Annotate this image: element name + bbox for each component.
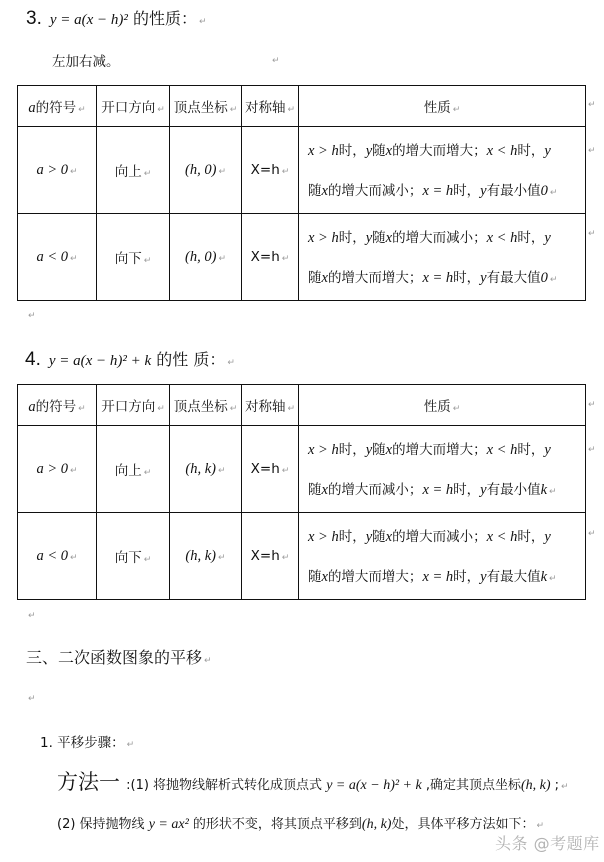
return-mark-icon: ↵ xyxy=(588,100,596,110)
return-mark-icon: ↵ xyxy=(588,529,596,539)
cell-axis: X=h ↵ xyxy=(242,513,299,600)
header-property: 性质 ↵ xyxy=(299,86,586,127)
math-expression: x xyxy=(385,143,393,159)
cell-sign xyxy=(18,127,97,214)
math-expression: y xyxy=(365,529,373,545)
return-mark-icon: ↵ xyxy=(229,105,238,115)
return-mark-icon: ↵ xyxy=(588,445,596,455)
return-mark-icon: ↵ xyxy=(549,275,558,285)
cell-axis: X=h ↵ xyxy=(242,127,299,214)
cell-property: x > h时，y随x的增大而减小；x < h时，y 随x的增大而增大；x = h时，y有最大值0 ↵ xyxy=(299,214,586,301)
return-mark-icon: ↵ xyxy=(143,256,152,266)
return-mark-icon: ↵ xyxy=(287,404,296,414)
math-expression: k xyxy=(540,482,548,498)
math-expression: x = h xyxy=(422,482,454,498)
cell-direction: 向上 ↵ xyxy=(97,127,170,214)
return-mark-icon: ↵ xyxy=(204,656,212,666)
table-row xyxy=(18,426,586,513)
math-expression: (h, 0) xyxy=(185,161,217,178)
header-sign-of-a: a的符号 ↵ xyxy=(18,86,97,127)
math-expression: x xyxy=(385,230,393,246)
return-mark-icon: ↵ xyxy=(70,166,78,177)
cell-vertex xyxy=(170,426,242,513)
header-sign-of-a: a的符号 ↵ xyxy=(18,385,97,426)
cell-property: x > h时，y随x的增大而减小；x < h时，y 随x的增大而增大；x = h时，y有最大值k ↵ xyxy=(299,513,586,600)
return-mark-icon: ↵ xyxy=(588,229,596,239)
table-row xyxy=(18,127,586,214)
section-3-heading xyxy=(26,7,207,31)
table-header-row xyxy=(18,86,586,127)
math-expression: (h, k) xyxy=(361,817,392,832)
math-expression: y xyxy=(544,442,551,458)
properties-table-vertex-hk xyxy=(17,384,586,600)
math-expression: k xyxy=(540,569,548,585)
header-opening-direction: 开口方向 ↵ xyxy=(97,86,170,127)
math-expression: x xyxy=(385,529,393,545)
math-expression: x xyxy=(321,183,328,199)
section-number: 4. xyxy=(25,349,41,370)
math-expression: y xyxy=(480,183,487,199)
return-mark-icon: ↵ xyxy=(229,404,238,414)
math-expression: y xyxy=(544,230,551,246)
math-expression: 0 xyxy=(540,270,548,286)
cell-vertex xyxy=(170,214,242,301)
return-mark-icon: ↵ xyxy=(28,611,36,621)
table-header-row xyxy=(18,385,586,426)
math-expression: (h, k) xyxy=(185,547,217,564)
return-mark-icon: ↵ xyxy=(588,146,596,156)
return-mark-icon: ↵ xyxy=(78,104,86,115)
math-expression: a < 0 xyxy=(36,547,68,564)
math-expression: y xyxy=(480,270,487,286)
math-expression: (h, k) xyxy=(185,460,217,477)
math-expression: a < 0 xyxy=(36,248,68,265)
header-axis: 对称轴 ↵ xyxy=(242,385,299,426)
math-expression: x = h xyxy=(422,270,454,286)
translation-steps-heading: 1. 平移步骤： ↵ xyxy=(40,735,135,751)
header-axis: 对称轴 ↵ xyxy=(242,86,299,127)
math-expression: y xyxy=(544,529,551,545)
return-mark-icon: ↵ xyxy=(272,56,280,66)
table-row xyxy=(18,214,586,301)
table-row xyxy=(18,513,586,600)
math-expression: x xyxy=(321,482,328,498)
cell-direction: 向上 ↵ xyxy=(97,426,170,513)
math-expression: x xyxy=(385,442,393,458)
return-mark-icon: ↵ xyxy=(218,166,226,177)
section-title: y = a(x − h)² + k 的性 质： xyxy=(48,350,226,369)
math-expression: y = a(x − h)² + k xyxy=(326,778,422,793)
cell-axis: X=h ↵ xyxy=(242,214,299,301)
return-mark-icon: ↵ xyxy=(218,253,226,264)
return-mark-icon: ↵ xyxy=(157,404,165,414)
return-mark-icon: ↵ xyxy=(143,555,152,565)
math-expression: 0 xyxy=(540,183,548,199)
cell-vertex xyxy=(170,127,242,214)
return-mark-icon: ↵ xyxy=(588,400,596,410)
method-label: 方法一 xyxy=(57,770,120,794)
header-opening-direction: 开口方向 ↵ xyxy=(97,385,170,426)
return-mark-icon: ↵ xyxy=(561,782,569,792)
math-expression: x < h xyxy=(486,442,518,458)
math-expression: x xyxy=(321,270,328,286)
return-mark-icon: ↵ xyxy=(536,821,545,831)
math-expression: x = h xyxy=(422,569,454,585)
header-property: 性质 ↵ xyxy=(299,385,586,426)
cell-sign xyxy=(18,214,97,301)
math-expression: (h, k) xyxy=(520,778,551,793)
return-mark-icon: ↵ xyxy=(70,465,78,476)
cell-direction: 向下 ↵ xyxy=(97,214,170,301)
math-expression: y xyxy=(544,143,551,159)
cell-axis: X=h ↵ xyxy=(242,426,299,513)
return-mark-icon: ↵ xyxy=(281,553,290,563)
math-expression: x < h xyxy=(486,529,518,545)
return-mark-icon: ↵ xyxy=(28,311,36,321)
watermark: 头条 @考题库 xyxy=(495,834,600,853)
math-expression: a > 0 xyxy=(36,161,68,178)
return-mark-icon: ↵ xyxy=(549,487,557,497)
section-title: y = a(x − h)² 的性质： xyxy=(49,9,197,28)
math-expression: y xyxy=(480,569,487,585)
return-mark-icon: ↵ xyxy=(199,17,207,27)
return-mark-icon: ↵ xyxy=(452,404,461,414)
math-expression: y xyxy=(480,482,487,498)
return-mark-icon: ↵ xyxy=(549,574,557,584)
translation-section-heading: 三、二次函数图象的平移 ↵ xyxy=(26,648,212,667)
return-mark-icon: ↵ xyxy=(28,694,36,704)
math-expression: a xyxy=(28,99,36,116)
math-expression: y xyxy=(365,442,373,458)
math-expression: x < h xyxy=(486,143,518,159)
return-mark-icon: ↵ xyxy=(281,167,290,177)
cell-sign xyxy=(18,426,97,513)
math-expression: x = h xyxy=(422,183,454,199)
properties-table-vertex-h0 xyxy=(17,85,586,301)
math-expression: y xyxy=(365,230,373,246)
return-mark-icon: ↵ xyxy=(227,358,235,368)
return-mark-icon: ↵ xyxy=(281,466,290,476)
return-mark-icon: ↵ xyxy=(549,188,558,198)
math-expression: y = ax² xyxy=(148,817,189,832)
header-vertex: 顶点坐标 ↵ xyxy=(170,86,242,127)
return-mark-icon: ↵ xyxy=(70,552,78,563)
cell-sign xyxy=(18,513,97,600)
return-mark-icon: ↵ xyxy=(218,465,226,476)
return-mark-icon: ↵ xyxy=(452,105,461,115)
cell-vertex xyxy=(170,513,242,600)
math-expression: a xyxy=(28,398,36,415)
return-mark-icon: ↵ xyxy=(70,253,78,264)
section-4-heading xyxy=(25,348,235,372)
method-one-step-2: (2) 保持抛物线 y = ax² 的形状不变，将其顶点平移到(h, k)处，具体平移方法如下： ↵ xyxy=(57,817,545,832)
return-mark-icon: ↵ xyxy=(157,105,165,115)
math-expression: y = a(x − h)² + k xyxy=(48,353,152,369)
shift-rule-note: 左加右减。 xyxy=(52,54,120,70)
math-expression: a > 0 xyxy=(36,460,68,477)
math-expression: x > h xyxy=(308,529,339,545)
cell-property: x > h时，y随x的增大而增大；x < h时，y 随x的增大而减小；x = h时，y有最小值k ↵ xyxy=(299,426,586,513)
math-expression: y = a(x − h)² xyxy=(49,12,128,28)
math-expression: x xyxy=(321,569,328,585)
math-expression: x < h xyxy=(486,230,518,246)
math-expression: x > h xyxy=(308,143,339,159)
return-mark-icon: ↵ xyxy=(78,403,86,414)
return-mark-icon: ↵ xyxy=(287,105,296,115)
return-mark-icon: ↵ xyxy=(143,468,152,478)
return-mark-icon: ↵ xyxy=(218,552,226,563)
return-mark-icon: ↵ xyxy=(281,254,290,264)
math-expression: x > h xyxy=(308,442,339,458)
cell-direction: 向下 ↵ xyxy=(97,513,170,600)
return-mark-icon: ↵ xyxy=(143,169,152,179)
section-number: 3. xyxy=(26,8,42,29)
math-expression: (h, 0) xyxy=(185,248,217,265)
math-expression: y xyxy=(365,143,373,159)
return-mark-icon: ↵ xyxy=(126,740,135,750)
math-expression: x > h xyxy=(308,230,339,246)
cell-property: x > h时，y随x的增大而增大；x < h时，y 随x的增大而减小；x = h时，y有最小值0 ↵ xyxy=(299,127,586,214)
method-one-step-1: 方法一 :(1) 将抛物线解析式转化成顶点式 y = a(x − h)² + k ,确定其顶点坐标(h, k) ; ↵ xyxy=(57,770,569,794)
header-vertex: 顶点坐标 ↵ xyxy=(170,385,242,426)
